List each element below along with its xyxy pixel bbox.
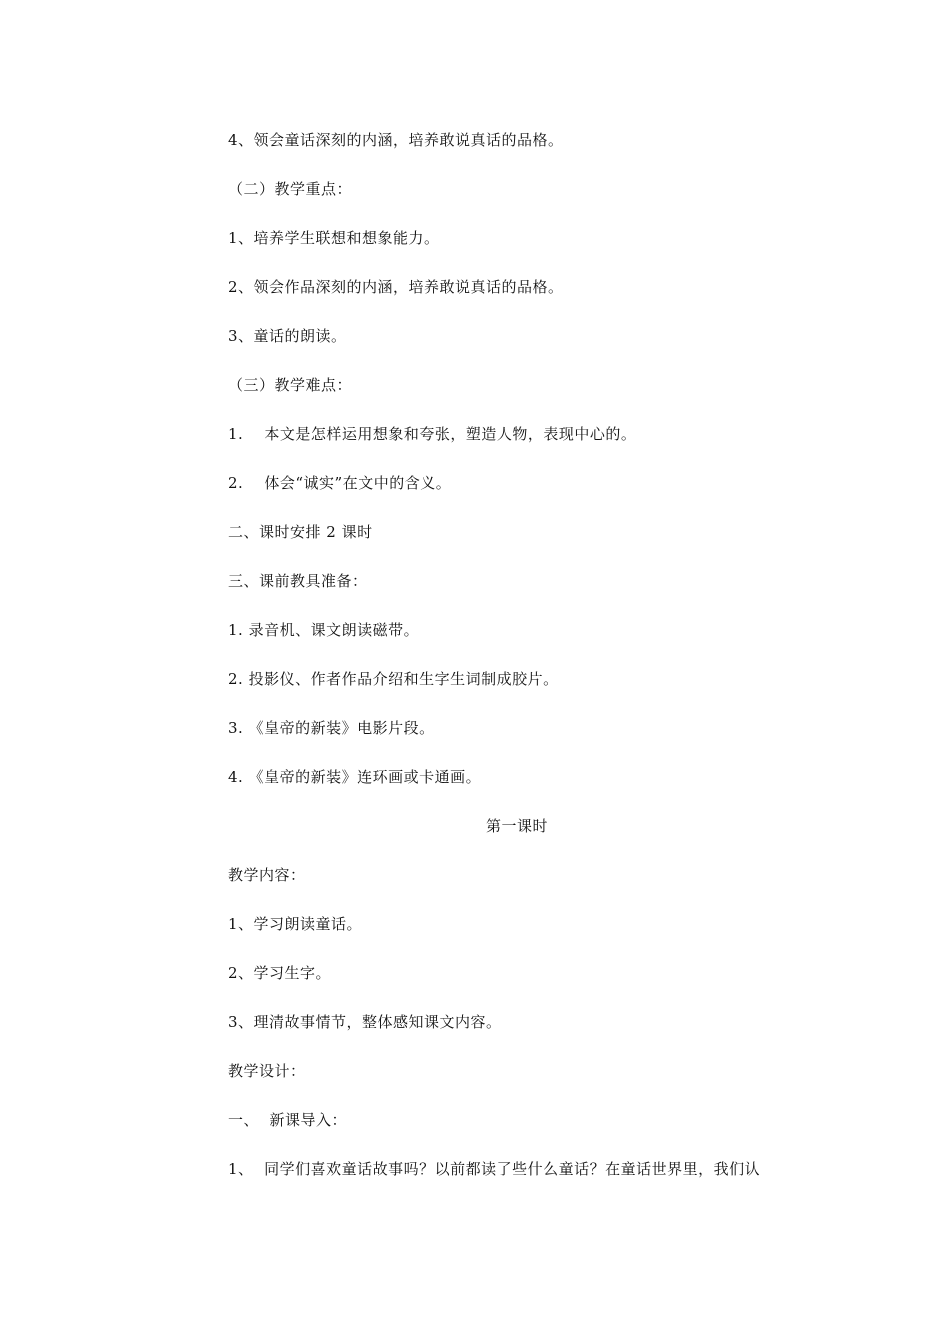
material-item-1: 1. 录音机、课文朗读磁带。 — [228, 621, 420, 639]
objective-4: 4、领会童话深刻的内涵，培养敢说真话的品格。 — [228, 131, 564, 149]
content-item-2: 2、学习生字。 — [228, 964, 332, 982]
focus-item-3: 3、童话的朗读。 — [228, 327, 347, 345]
focus-item-2: 2、领会作品深刻的内涵，培养敢说真话的品格。 — [228, 278, 564, 296]
design-step-1-item-1: 1、 同学们喜欢童话故事吗？以前都读了些什么童话？在童话世界里，我们认 — [228, 1160, 761, 1178]
content-item-1: 1、学习朗读童话。 — [228, 915, 363, 933]
lesson-title: 第一课时 — [485, 817, 548, 835]
difficulty-item-2: 2. 体会“诚实”在文中的含义。 — [228, 474, 452, 492]
section-schedule: 二、课时安排 2 课时 — [228, 523, 373, 541]
focus-item-1: 1、培养学生联想和想象能力。 — [228, 229, 440, 247]
heading-teaching-content: 教学内容： — [228, 866, 306, 884]
heading-teaching-focus: （二）教学重点： — [228, 180, 353, 198]
content-item-3: 3、理清故事情节，整体感知课文内容。 — [228, 1013, 502, 1031]
section-materials: 三、课前教具准备： — [228, 572, 368, 590]
heading-teaching-difficulty: （三）教学难点： — [228, 376, 353, 394]
material-item-4: 4. 《皇帝的新装》连环画或卡通画。 — [228, 768, 482, 786]
design-step-1: 一、 新课导入： — [228, 1111, 348, 1129]
material-item-3: 3. 《皇帝的新装》电影片段。 — [228, 719, 435, 737]
difficulty-item-1: 1. 本文是怎样运用想象和夸张，塑造人物，表现中心的。 — [228, 425, 637, 443]
material-item-2: 2. 投影仪、作者作品介绍和生字生词制成胶片。 — [228, 670, 559, 688]
heading-teaching-design: 教学设计： — [228, 1062, 306, 1080]
